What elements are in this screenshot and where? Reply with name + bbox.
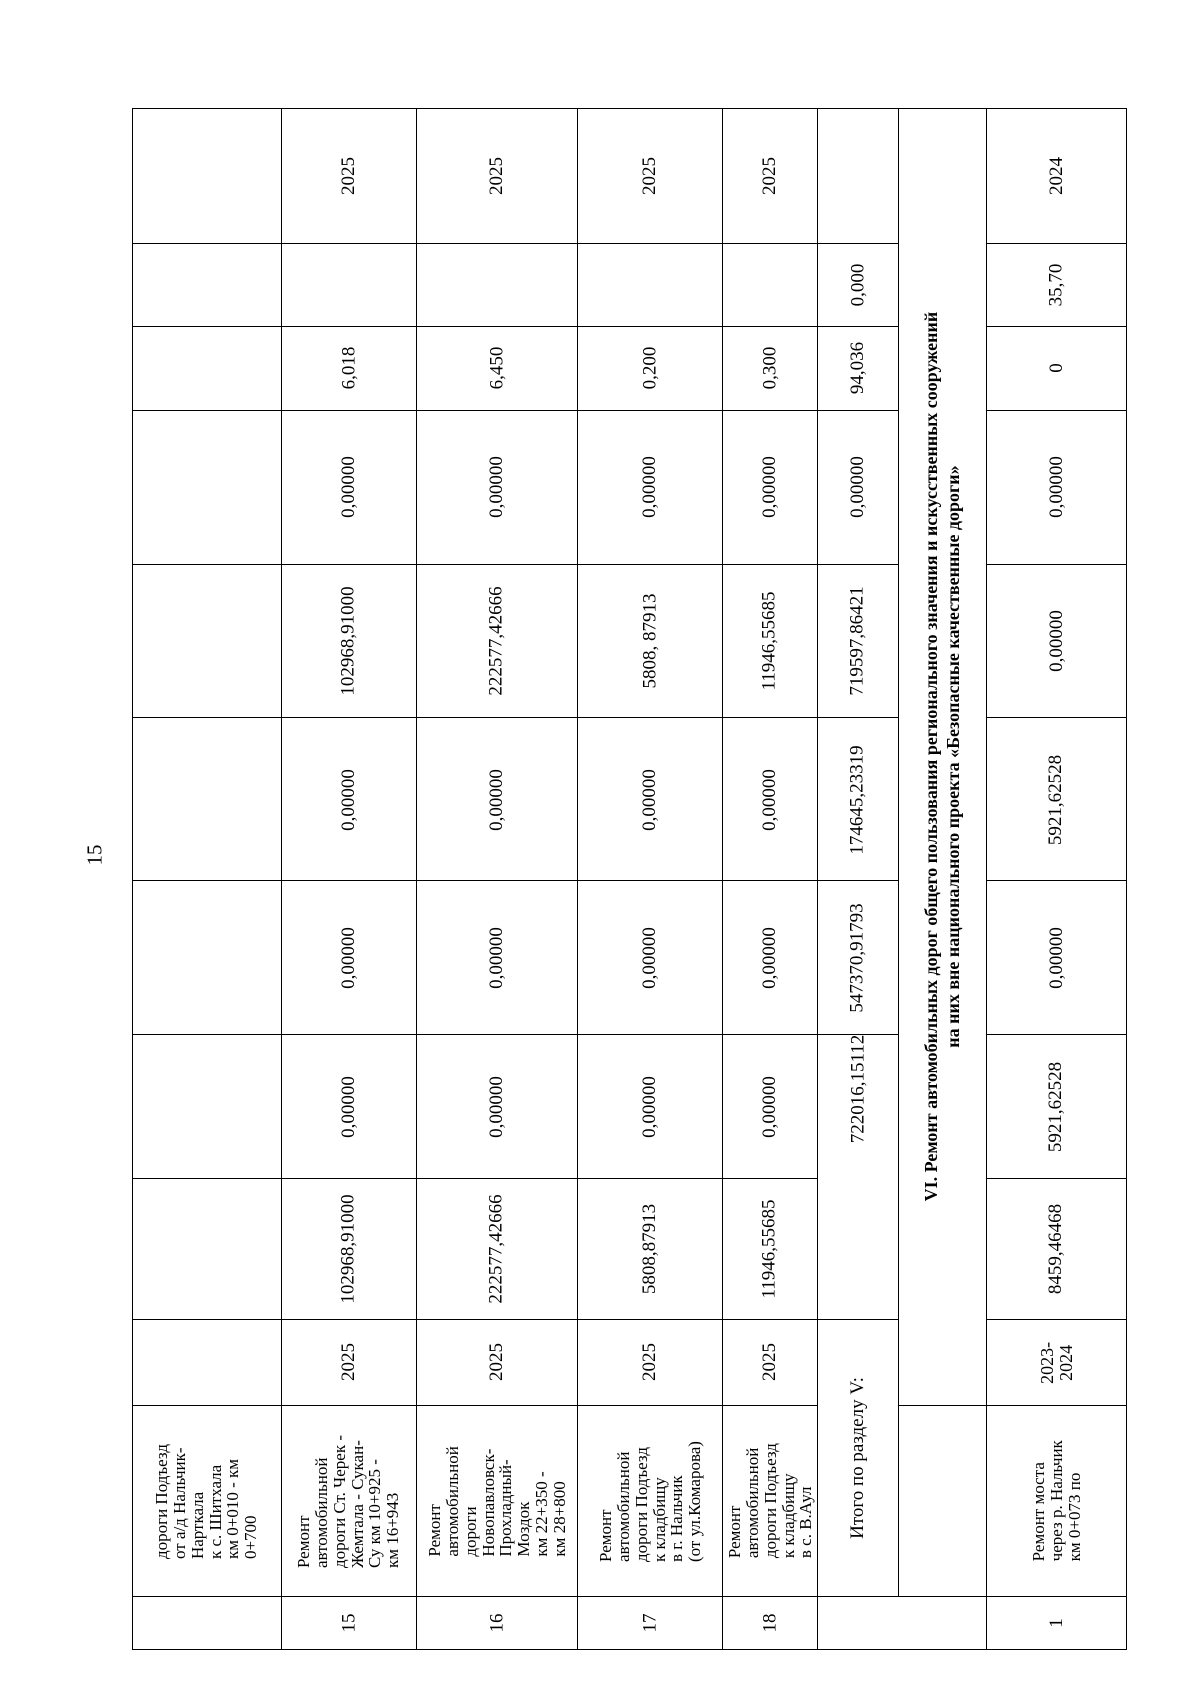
- cell-c8-r0: [133, 243, 282, 326]
- cell-year-r3: 2025: [578, 1319, 723, 1405]
- cell-name-r3: Ремонт автомобильной дороги Подъезд к кладбищу в г. Нальчик (от ул.Комарова): [578, 1405, 723, 1596]
- cell-c4-r2: 0,00000: [417, 718, 578, 881]
- cell-year-r4: 2025: [723, 1319, 818, 1405]
- cell-c5-r0: [133, 564, 282, 718]
- section-spacer: [899, 1405, 987, 1596]
- cell-c5-r3: 5808, 87913: [578, 564, 723, 718]
- cell-c5-r1: 102968,91000: [282, 564, 417, 718]
- cell-c7-total: 94,036: [818, 326, 899, 410]
- cell-c9-r4: 2025: [723, 109, 818, 244]
- cell-name-r1: Ремонт автомобильной дороги Ст. Черек - Жемтала - Сукан- Су км 10+925 - км 16+943: [282, 1405, 417, 1596]
- cell-c4-r4: 0,00000: [723, 718, 818, 881]
- cell-c6-last: 0,00000: [987, 410, 1127, 564]
- section-heading: VI. Ремонт автомобильных дорог общего пользования регионального значения и искусственных сооружений на них вне национального проекта «Безопасные качественные дороги»: [899, 109, 987, 1406]
- cell-num-r1: 15: [282, 1597, 417, 1650]
- cell-c4-r1: 0,00000: [282, 718, 417, 881]
- budget-table: [132, 108, 1127, 1650]
- cell-c2-r2: 0,00000: [417, 1035, 578, 1179]
- cell-c3-r0: [133, 881, 282, 1035]
- cell-c9-r1: 2025: [282, 109, 417, 244]
- cell-c3-r3: 0,00000: [578, 881, 723, 1035]
- cell-c9-total: [818, 109, 899, 244]
- cell-name-last: Ремонт моста через р. Нальчик км 0+073 по: [987, 1405, 1127, 1596]
- cell-name-r2: Ремонт автомобильной дороги Новопавловск- Прохладный- Моздок км 22+350 - км 28+800: [417, 1405, 578, 1596]
- cell-c7-r0: [133, 326, 282, 410]
- cell-c7-r4: 0,300: [723, 326, 818, 410]
- cell-c6-r4: 0,00000: [723, 410, 818, 564]
- cell-c5-last: 0,00000: [987, 564, 1127, 718]
- cell-c3-r1: 0,00000: [282, 881, 417, 1035]
- cell-c6-r2: 0,00000: [417, 410, 578, 564]
- cell-c3-total: 547370,91793: [818, 881, 899, 1035]
- cell-c9-r2: 2025: [417, 109, 578, 244]
- cell-c1-r1: 102968,91000: [282, 1179, 417, 1320]
- cell-c7-r3: 0,200: [578, 326, 723, 410]
- cell-c8-r2: [417, 243, 578, 326]
- cell-c9-r3: 2025: [578, 109, 723, 244]
- cell-c6-r3: 0,00000: [578, 410, 723, 564]
- cell-c6-r0: [133, 410, 282, 564]
- cell-name-r4: Ремонт автомобильной дороги Подъезд к кладбищу в с. В.Аул: [723, 1405, 818, 1596]
- cell-num-r0: [133, 1597, 282, 1650]
- cell-year-last: 2023- 2024: [987, 1319, 1127, 1405]
- cell-c5-r4: 11946,55685: [723, 564, 818, 718]
- cell-c6-total: 0,00000: [818, 410, 899, 564]
- cell-num-r3: 17: [578, 1597, 723, 1650]
- section-spacer-bottom: [818, 1597, 987, 1650]
- cell-c2-total: 722016,15112: [818, 1035, 899, 1320]
- cell-c6-r1: 0,00000: [282, 410, 417, 564]
- cell-year-r0: [133, 1319, 282, 1405]
- cell-c4-r3: 0,00000: [578, 718, 723, 881]
- cell-c8-r3: [578, 243, 723, 326]
- cell-c7-r2: 6,450: [417, 326, 578, 410]
- cell-c9-last: 2024: [987, 109, 1127, 244]
- cell-c9-r0: [133, 109, 282, 244]
- total-label: Итого по разделу V:: [818, 1319, 899, 1596]
- cell-c5-r2: 222577,42666: [417, 564, 578, 718]
- cell-c5-total: 719597,86421: [818, 564, 899, 718]
- cell-c4-r0: [133, 718, 282, 881]
- cell-c7-r1: 6,018: [282, 326, 417, 410]
- cell-c8-last: 35,70: [987, 243, 1127, 326]
- cell-num-last: 1: [987, 1597, 1127, 1650]
- cell-num-r2: 16: [417, 1597, 578, 1650]
- cell-c3-r2: 0,00000: [417, 881, 578, 1035]
- cell-c8-total: 0,000: [818, 243, 899, 326]
- cell-c2-r4: 0,00000: [723, 1035, 818, 1179]
- cell-year-r2: 2025: [417, 1319, 578, 1405]
- cell-c3-r4: 0,00000: [723, 881, 818, 1035]
- cell-c8-r4: [723, 243, 818, 326]
- cell-c1-r0: [133, 1179, 282, 1320]
- page-number: 15: [82, 844, 107, 866]
- cell-c2-last: 5921,62528: [987, 1035, 1127, 1179]
- cell-c4-last: 5921,62528: [987, 718, 1127, 881]
- cell-c2-r3: 0,00000: [578, 1035, 723, 1179]
- cell-name-r0: дороги Подъезд от а/д Нальчик- Нарткала к с. Шитхала км 0+010 - км 0+700: [133, 1405, 282, 1596]
- cell-c8-r1: [282, 243, 417, 326]
- cell-c2-r1: 0,00000: [282, 1035, 417, 1179]
- cell-c7-last: 0: [987, 326, 1127, 410]
- cell-c3-last: 0,00000: [987, 881, 1127, 1035]
- cell-c1-r2: 222577,42666: [417, 1179, 578, 1320]
- cell-year-r1: 2025: [282, 1319, 417, 1405]
- cell-c2-r0: [133, 1035, 282, 1179]
- cell-c1-r4: 11946,55685: [723, 1179, 818, 1320]
- cell-c4-total: 174645,23319: [818, 718, 899, 881]
- cell-num-r4: 18: [723, 1597, 818, 1650]
- cell-c1-last: 8459,46468: [987, 1179, 1127, 1320]
- cell-c1-r3: 5808,87913: [578, 1179, 723, 1320]
